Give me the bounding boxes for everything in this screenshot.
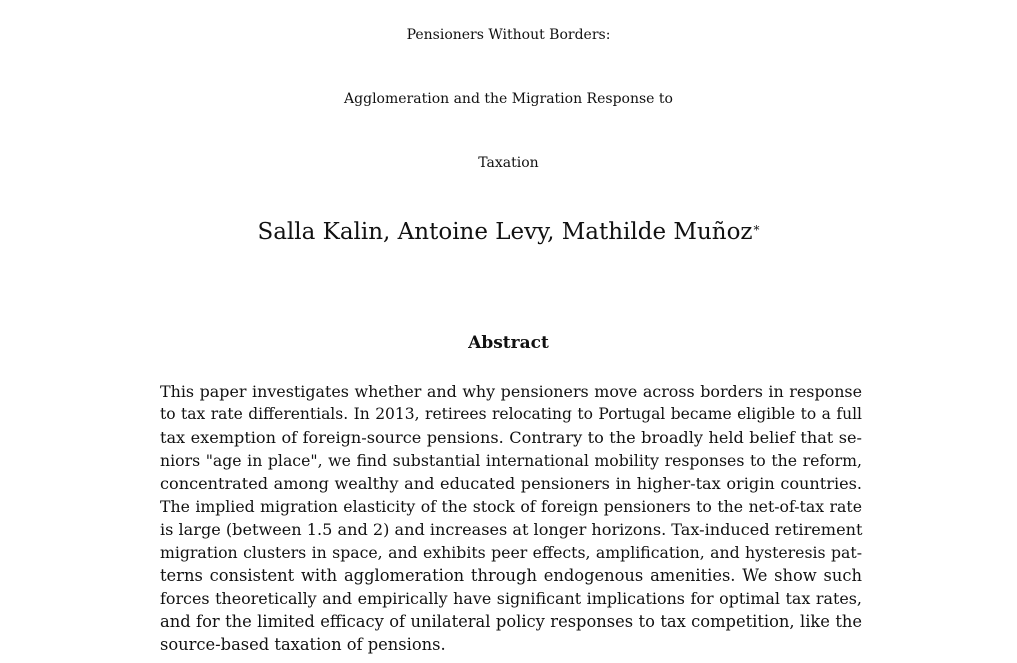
abstract-line: source-based taxation of pensions. xyxy=(160,635,446,654)
abstract-line: migration clusters in space, and exhibits peer effects, amplification, and hysteresis pat- xyxy=(160,543,862,562)
abstract-line: niors "age in place", we find substantial international mobility responses to the reform, xyxy=(160,451,862,470)
abstract-line: tax exemption of foreign-source pensions. Contrary to the broadly held belief that se- xyxy=(160,428,862,447)
abstract-heading: Abstract xyxy=(468,333,549,353)
abstract-line: is large (between 1.5 and 2) and increases at longer horizons. Tax-induced retirement xyxy=(160,520,863,539)
abstract-line: terns consistent with agglomeration through endogenous amenities. We show such xyxy=(160,566,862,585)
author-list xyxy=(0,217,1017,247)
abstract-line: concentrated among wealthy and educated pensioners in higher-tax origin countries. xyxy=(160,474,862,493)
abstract-line: The implied migration elasticity of the stock of foreign pensioners to the net-of-tax rate xyxy=(160,497,862,516)
abstract-line: This paper investigates whether and why pensioners move across borders in response xyxy=(160,382,862,401)
abstract-body xyxy=(160,380,862,656)
abstract-line: and for the limited efficacy of unilateral policy responses to tax competition, like the xyxy=(160,612,862,631)
title-line-1: Pensioners Without Borders: xyxy=(406,27,611,43)
title-line-3: Taxation xyxy=(478,155,539,171)
author-footnote-mark: * xyxy=(753,223,760,237)
abstract-line: forces theoretically and empirically have significant implications for optimal tax rates, xyxy=(160,589,862,608)
title-line-2: Agglomeration and the Migration Response to xyxy=(344,91,673,107)
abstract-line: to tax rate differentials. In 2013, retirees relocating to Portugal became eligible to a full xyxy=(160,405,862,423)
author-names: Salla Kalin, Antoine Levy, Mathilde Muñoz xyxy=(257,219,753,245)
